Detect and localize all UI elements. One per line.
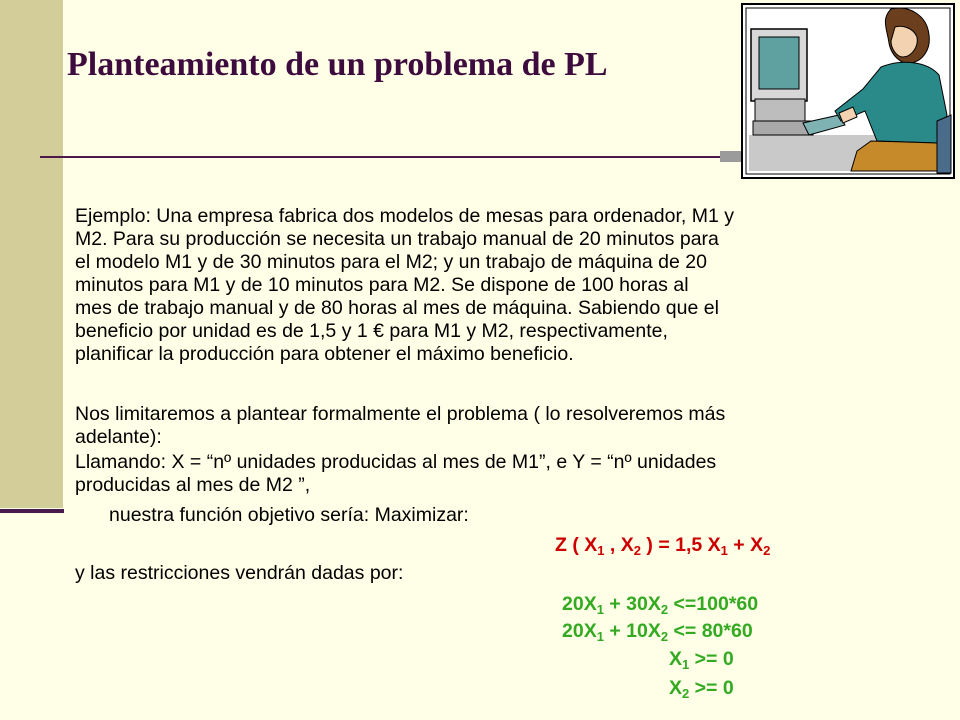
example-line: planificar la producción para obtener el máximo beneficio. — [75, 343, 574, 365]
constraint-machine: $20X_1 + 10X_2 <= 80*60$ — [562, 620, 753, 644]
naming-line: Llamando: X = “nº unidades producidas al mes de M1”, e Y = “nº unidades — [75, 451, 717, 473]
example-paragraph — [75, 205, 955, 366]
naming-line: producidas al mes de M2 ”, — [75, 474, 311, 496]
example-line: minutos para M1 y de 10 minutos para M2. Se dispone de 100 horas al — [75, 274, 689, 296]
example-line: M2. Para su producción se necesita un trabajo manual de 20 minutos para — [75, 228, 719, 250]
left-sidebar-band — [0, 0, 63, 508]
person-at-computer-illustration — [741, 3, 955, 179]
objective-function: Z ( $X_1$ , $X_2$ ) = 1,5 $X_1 + X_2$ — [555, 534, 771, 558]
constraints-intro: y las restricciones vendrán dadas por: — [75, 562, 404, 584]
limit-paragraph — [75, 403, 955, 449]
objective-intro: nuestra función objetivo sería: Maximizar: — [109, 504, 469, 526]
title-underline — [40, 156, 720, 158]
naming-paragraph — [75, 451, 955, 497]
example-line: beneficio por unidad es de 1,5 y 1 € para M1 y M2, respectivamente, — [75, 320, 668, 342]
slide-title: Planteamiento de un problema de PL — [67, 46, 608, 83]
left-accent-line — [0, 509, 64, 513]
nonnegativity-x2: $X_2 >= 0$ — [669, 677, 734, 701]
nonnegativity-x1: $X_1 >= 0$ — [669, 648, 734, 672]
example-line: el modelo M1 y de 30 minutos para el M2; y un trabajo de máquina de 20 — [75, 251, 707, 273]
constraint-manual: $20X_1 + 30X_2 <=100*60$ — [562, 593, 759, 617]
limit-line: adelante): — [75, 426, 162, 448]
example-line: mes de trabajo manual y de 80 horas al mes de máquina. Sabiendo que el — [75, 297, 719, 319]
limit-line: Nos limitaremos a plantear formalmente el problema ( lo resolveremos más — [75, 403, 726, 425]
example-line: Ejemplo: Una empresa fabrica dos modelos de mesas para ordenador, M1 y — [75, 205, 735, 227]
